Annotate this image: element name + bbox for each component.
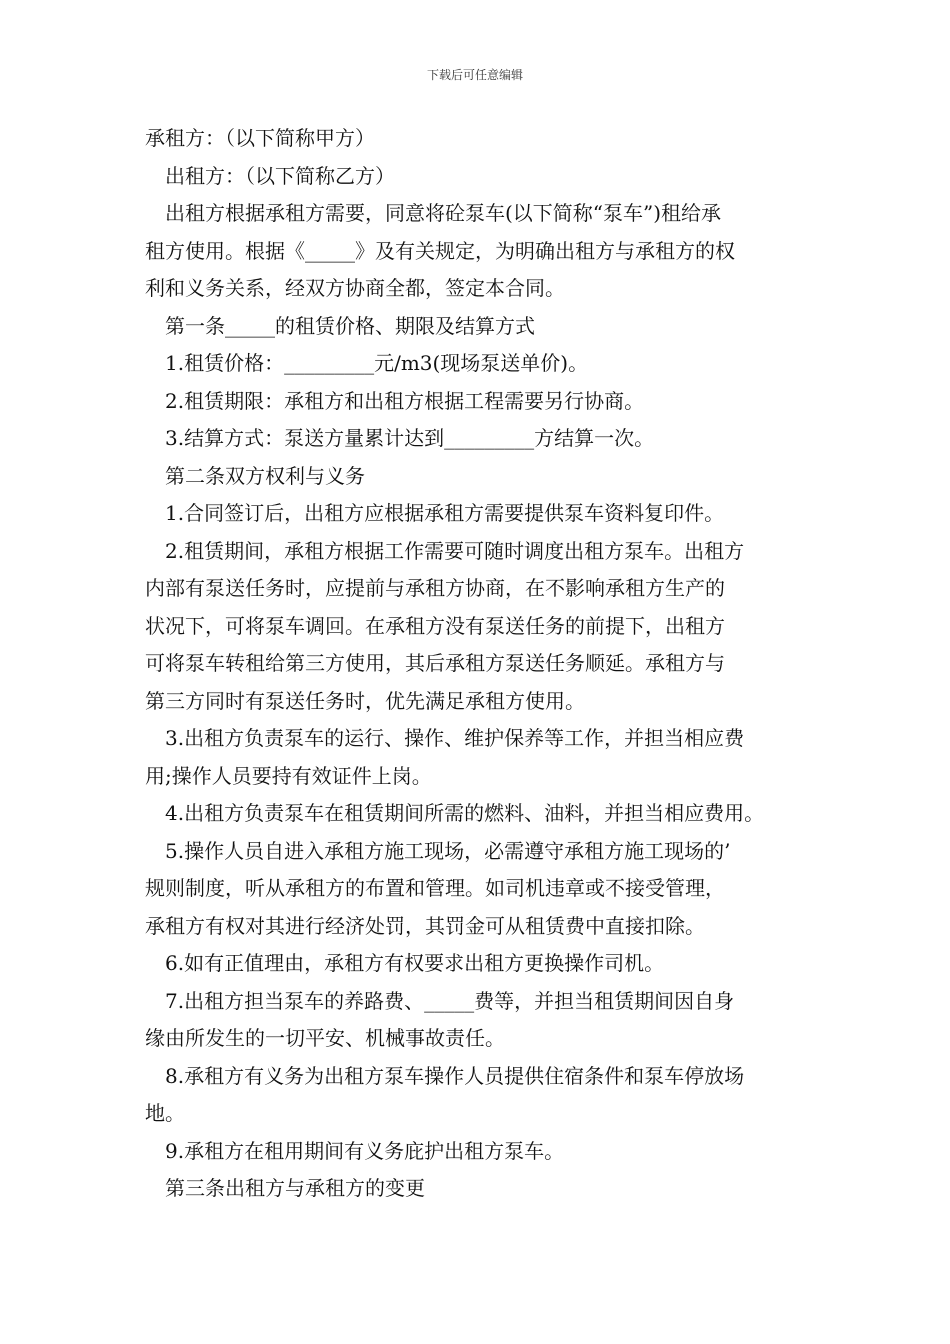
text-line: 1.合同签订后，出租方应根据承租方需要提供泵车资料复印件。 — [165, 501, 725, 525]
text-line: 第三方同时有泵送任务时，优先满足承租方使用。 — [145, 688, 585, 713]
document-body — [145, 120, 810, 1208]
text-line: 第一条_____的租赁价格、期限及结算方式 — [165, 313, 535, 338]
text-line: 状况下，可将泵车调回。在承租方没有泵送任务的前提下，出租方 — [145, 613, 725, 638]
text-line: 4.出租方负责泵车在租赁期间所需的燃料、油料，并担当相应费用。 — [165, 801, 765, 825]
text-line: 8.承租方有义务为出租方泵车操作人员提供住宿条件和泵车停放场 — [165, 1063, 745, 1088]
text-line: 缘由所发生的一切平安、机械事故责任。 — [145, 1026, 505, 1050]
text-line: 地。 — [145, 1101, 185, 1125]
text-line: 7.出租方担当泵车的养路费、_____费等，并担当租赁期间因自身 — [165, 988, 735, 1013]
text-line: 5.操作人员自进入承租方施工现场，必需遵守承租方施工现场的’ — [165, 838, 731, 863]
text-line: 用;操作人员要持有效证件上岗。 — [145, 763, 432, 788]
text-line: 租方使用。根据《_____》及有关规定，为明确出租方与承租方的权 — [145, 238, 735, 263]
text-line: 出租方：（以下简称乙方） — [165, 163, 395, 188]
text-line: 可将泵车转租给第三方使用，其后承租方泵送任务顺延。承租方与 — [145, 651, 725, 675]
text-line: 3.出租方负责泵车的运行、操作、维护保养等工作，并担当相应费 — [165, 726, 745, 750]
text-line: 1.租赁价格：_________元/m3(现场泵送单价)。 — [165, 351, 589, 375]
text-line: 利和义务关系，经双方协商全都，签定本合同。 — [145, 276, 565, 300]
text-line: 9.承租方在租用期间有义务庇护出租方泵车。 — [165, 1138, 565, 1163]
text-line: 出租方根据承租方需要，同意将砼泵车(以下简称“泵车”)租给承 — [165, 201, 722, 225]
text-line: 规则制度，听从承租方的布置和管理。如司机违章或不接受管理， — [145, 876, 725, 900]
text-line: 3.结算方式：泵送方量累计达到_________方结算一次。 — [165, 426, 655, 450]
text-line: 第二条双方权利与义务 — [165, 463, 365, 488]
text-line: 2.租赁期限：承租方和出租方根据工程需要另行协商。 — [165, 388, 645, 413]
text-line: 2.租赁期间，承租方根据工作需要可随时调度出租方泵车。出租方 — [165, 538, 745, 563]
text-line: 承租方：（以下简称甲方） — [145, 126, 375, 150]
text-line: 内部有泵送任务时，应提前与承租方协商，在不影响承租方生产的 — [145, 576, 725, 600]
text-line: 第三条出租方与承租方的变更 — [165, 1176, 425, 1200]
page-header: 下载后可任意编辑 — [426, 68, 523, 82]
text-line: 承租方有权对其进行经济处罚，其罚金可从租赁费中直接扣除。 — [145, 913, 705, 938]
text-line: 6.如有正值理由，承租方有权要求出租方更换操作司机。 — [165, 951, 665, 975]
